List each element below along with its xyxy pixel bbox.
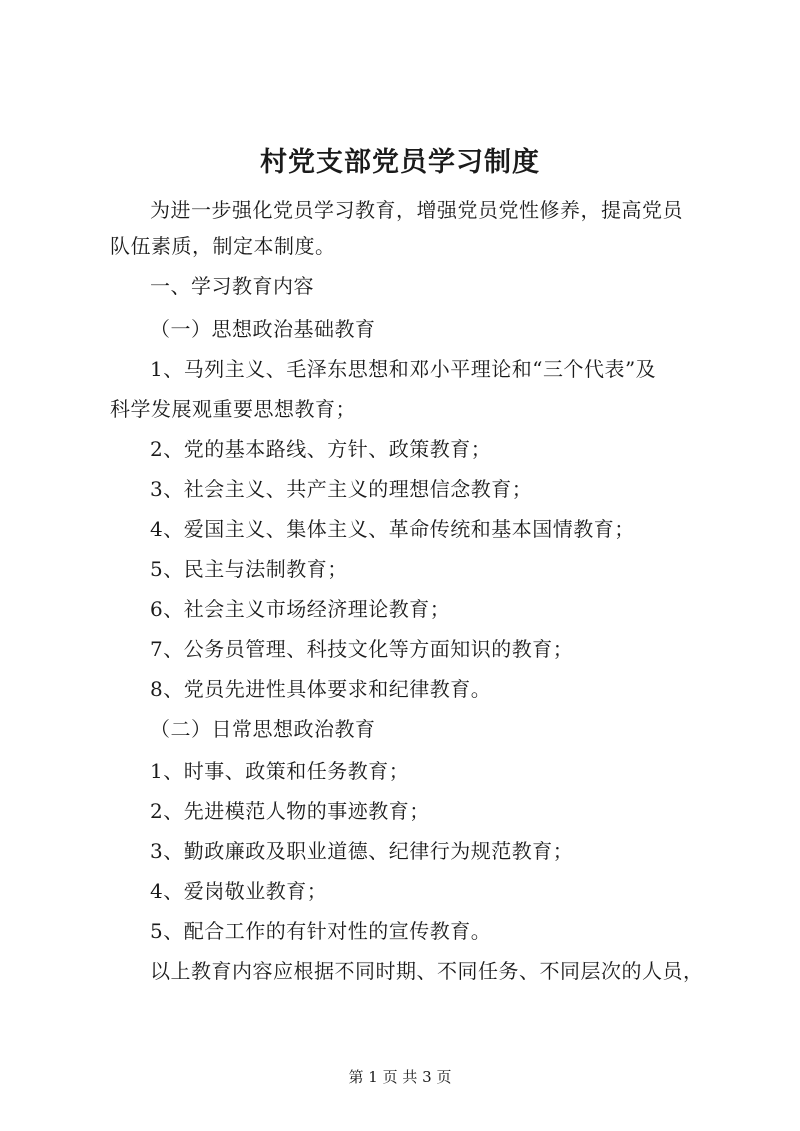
list-item: 4、爱国主义、集体主义、革命传统和基本国情教育； — [150, 517, 635, 541]
subsection-heading: （一）思想政治基础教育 — [150, 317, 376, 341]
list-item: 4、爱岗敬业教育； — [150, 879, 328, 903]
list-item: 7、公务员管理、科技文化等方面知识的教育； — [150, 637, 574, 661]
list-item: 2、先进模范人物的事迹教育； — [150, 799, 430, 823]
list-item-continuation: 科学发展观重要思想教育； — [110, 397, 356, 421]
paragraph-line: 为进一步强化党员学习教育，增强党员党性修养，提高党员 — [150, 198, 683, 222]
paragraph-line: 队伍素质，制定本制度。 — [110, 234, 336, 258]
document-title: 村党支部党员学习制度 — [260, 147, 540, 178]
list-item: 8、党员先进性具体要求和纪律教育。 — [150, 677, 492, 701]
list-item: 3、社会主义、共产主义的理想信念教育； — [150, 477, 533, 501]
list-item: 2、党的基本路线、方针、政策教育； — [150, 437, 492, 461]
paragraph-line: 以上教育内容应根据不同时期、不同任务、不同层次的人员， — [150, 959, 704, 983]
list-item: 6、社会主义市场经济理论教育； — [150, 597, 451, 621]
list-item: 3、勤政廉政及职业道德、纪律行为规范教育； — [150, 839, 574, 863]
list-item: 5、配合工作的有针对性的宣传教育。 — [150, 919, 492, 943]
page-footer: 第 1 页 共 3 页 — [348, 1068, 452, 1086]
list-item: 1、时事、政策和任务教育； — [150, 759, 410, 783]
section-heading: 一、学习教育内容 — [150, 274, 314, 298]
list-item: 1、马列主义、毛泽东思想和邓小平理论和“三个代表”及 — [150, 357, 657, 381]
subsection-heading: （二）日常思想政治教育 — [150, 717, 376, 741]
list-item: 5、民主与法制教育； — [150, 557, 348, 581]
